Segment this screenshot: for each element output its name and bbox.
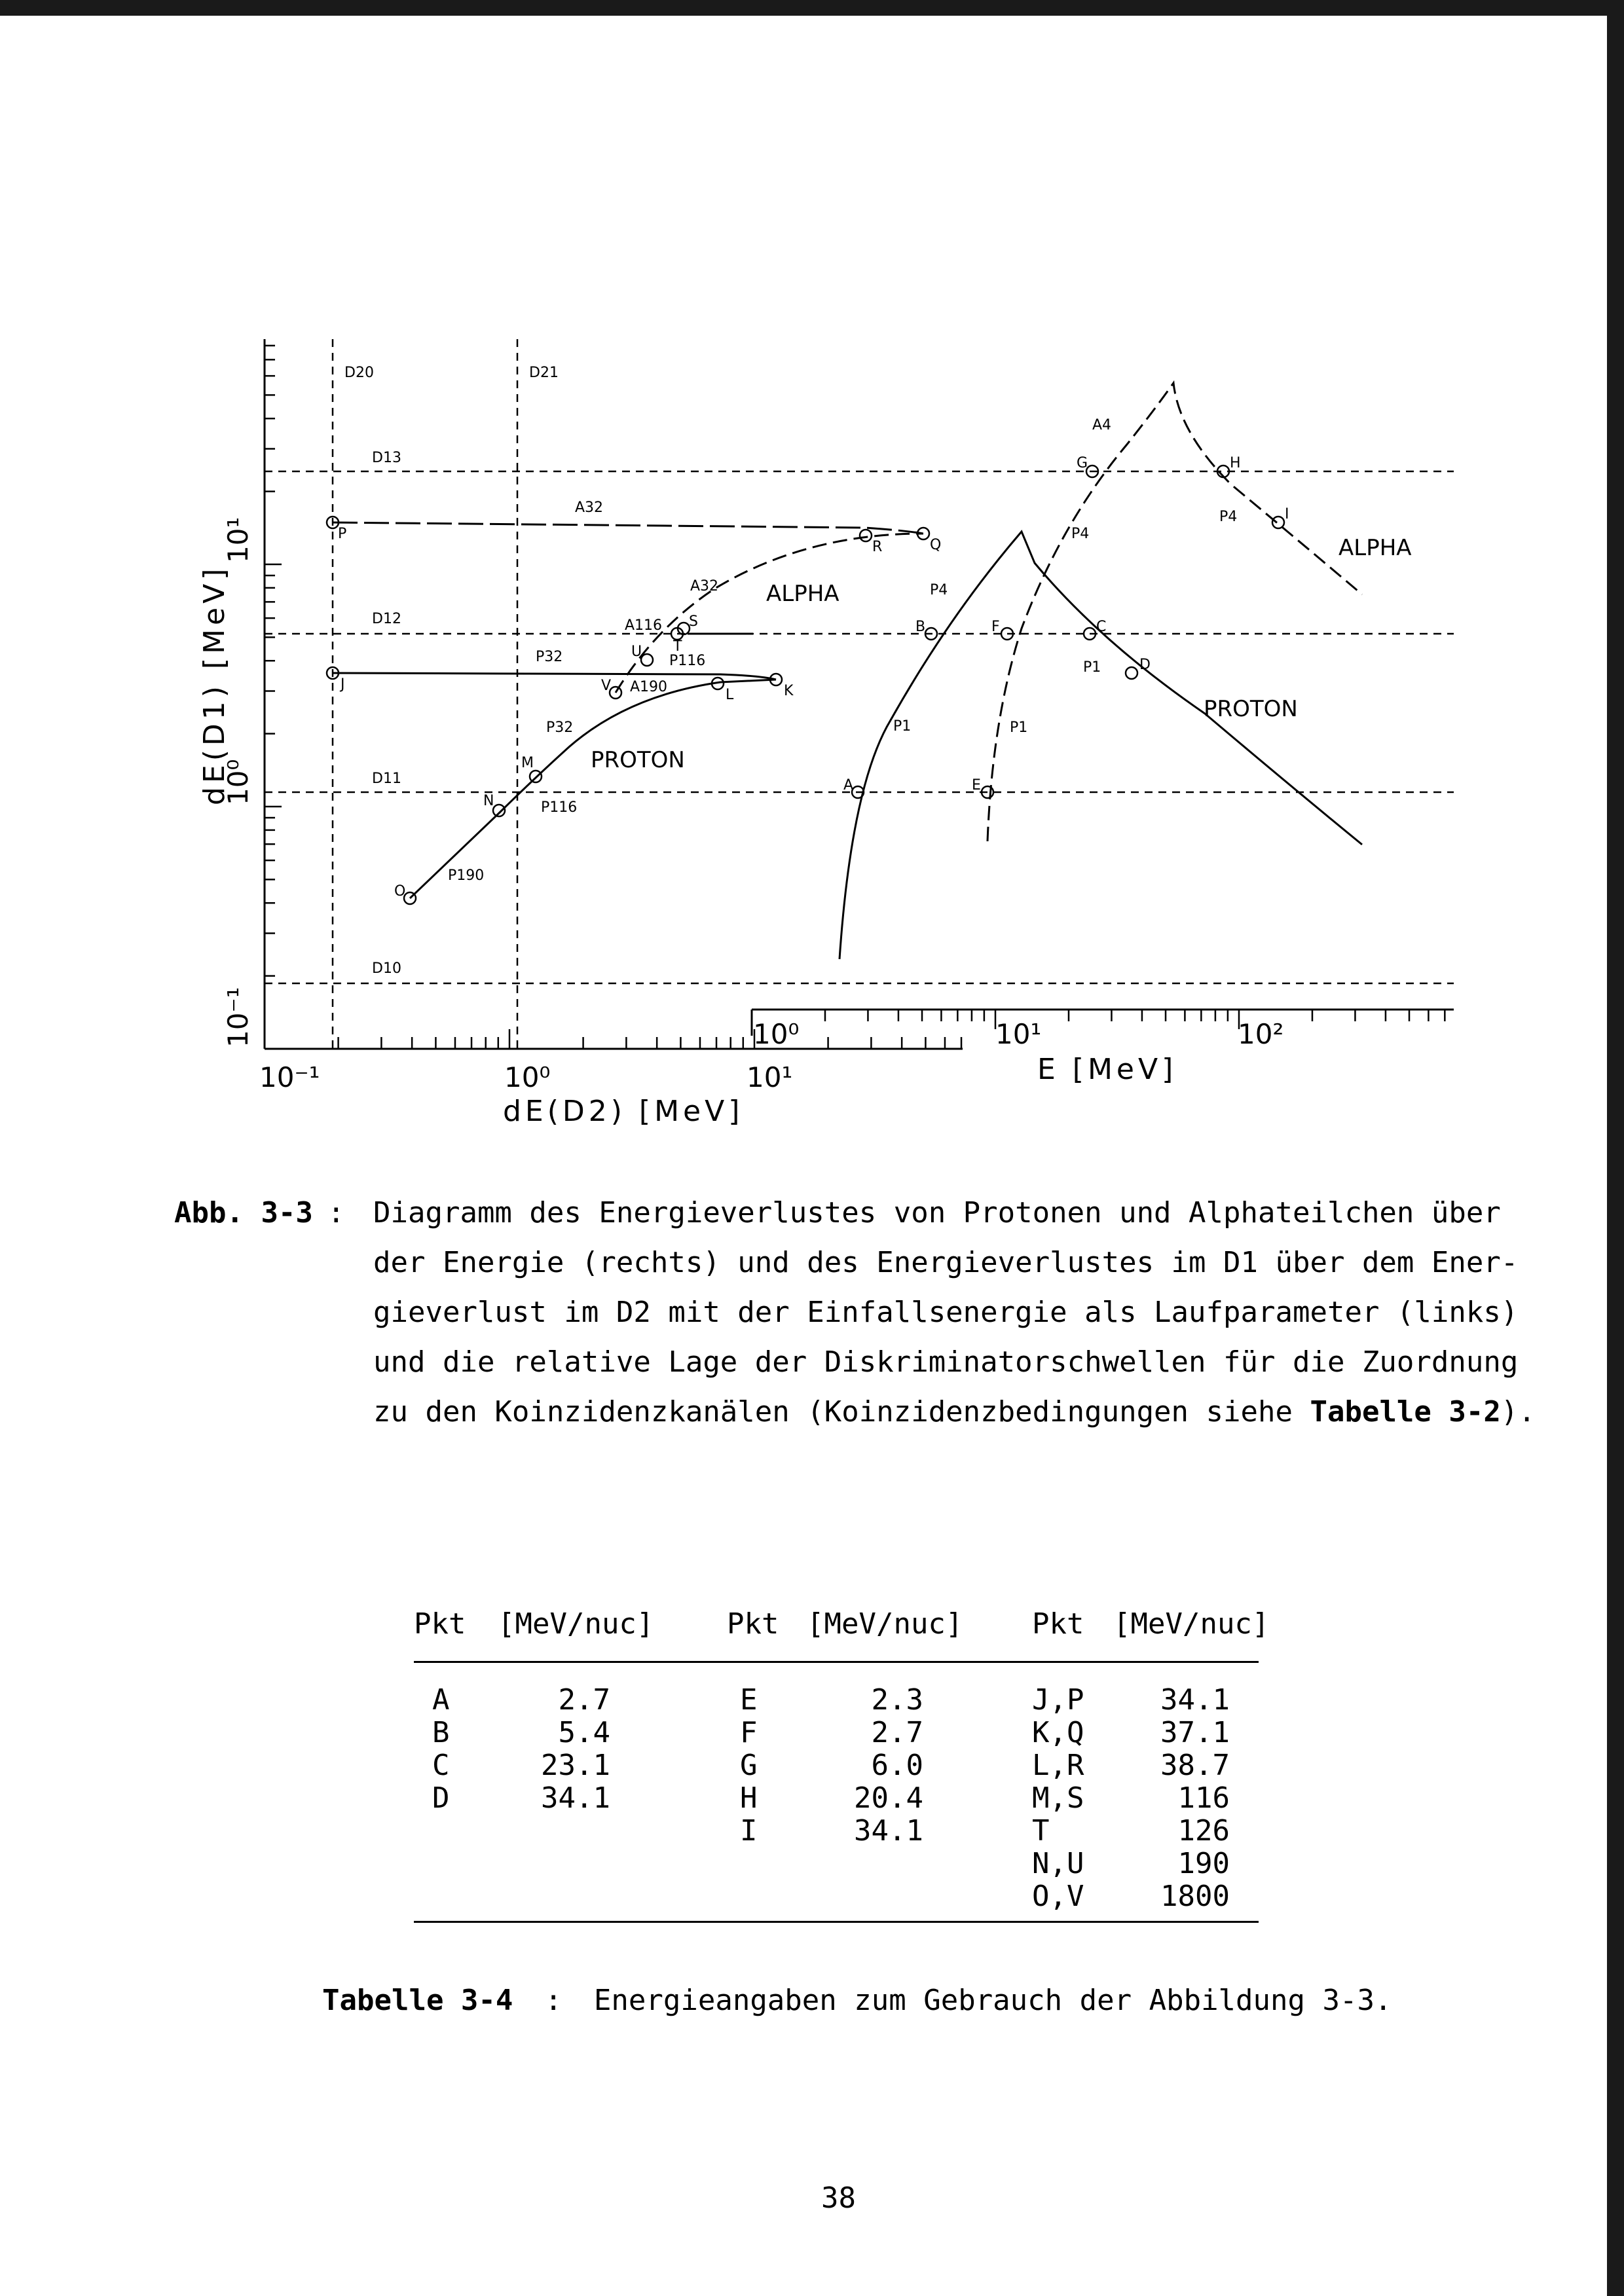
point-label: M (521, 755, 534, 771)
caption-line-prefix: zu den Koinzidenzkanälen (Koinzidenzbedingungen siehe (373, 1395, 1310, 1429)
caption-line-suffix: ). (1500, 1395, 1536, 1429)
table-caption-colon: : (544, 1984, 563, 2017)
table-header: Pkt (727, 1607, 779, 1641)
left-y-tick-1: 10⁰ (222, 759, 254, 805)
proton-o-l-curve (410, 680, 776, 898)
table-cell-value: 34.1 (1160, 1683, 1230, 1717)
figure-caption-colon: : (327, 1196, 345, 1230)
table-header: [MeV/nuc] (1113, 1607, 1270, 1641)
point-label: V (601, 678, 612, 694)
table-caption (322, 1984, 1392, 2017)
point-marker-d (1126, 667, 1137, 679)
table-cell-value: 2.7 (558, 1683, 610, 1717)
curve-label: P4 (1219, 509, 1238, 525)
point-label: B (915, 619, 926, 635)
threshold-label: D12 (372, 611, 401, 627)
curve-label: P1 (1010, 720, 1028, 736)
point-label: I (1285, 506, 1289, 522)
curve-label: P1 (1083, 659, 1101, 676)
curve-label: P116 (541, 799, 578, 816)
point-label: R (872, 539, 883, 555)
left-y-tick-0: 10⁻¹ (222, 987, 254, 1048)
point-label: F (991, 619, 1000, 635)
table-cell-point: G (740, 1749, 758, 1782)
table-cell-point: F (740, 1716, 758, 1749)
table-cell-value: 20.4 (854, 1781, 923, 1815)
table-cell-value: 34.1 (541, 1781, 610, 1815)
table-header: Pkt (414, 1607, 466, 1641)
table-cell-value: 38.7 (1160, 1749, 1230, 1782)
point-label: U (631, 644, 642, 660)
table-cell-point: H (740, 1781, 758, 1815)
curve-label: P1 (893, 718, 912, 735)
point-label: G (1077, 455, 1088, 471)
table-caption-text: Energieangaben zum Gebrauch der Abbildung 3-3. (593, 1984, 1392, 2017)
point-label: N (483, 793, 494, 809)
page-number: 38 (821, 2181, 856, 2215)
table-cell-value: 6.0 (871, 1749, 923, 1782)
table-cell-point: L,R (1032, 1749, 1084, 1782)
table-cell-point: K,Q (1032, 1716, 1084, 1749)
table-cell-point: J,P (1032, 1683, 1084, 1717)
left-y-tick-2: 10¹ (222, 517, 254, 563)
point-marker-r (860, 530, 872, 541)
right-x-tick-0: 10⁰ (753, 1018, 800, 1050)
table-cell-value: 2.7 (871, 1716, 923, 1749)
table-cell-point: B (432, 1716, 450, 1749)
point-label: C (1096, 619, 1107, 635)
caption-table-ref: Tabelle 3-2 (1310, 1395, 1501, 1429)
table-cell-value: 1800 (1160, 1880, 1230, 1913)
caption-line: der Energie (rechts) und des Energieverlustes im D1 über dem Ener- (373, 1246, 1519, 1279)
point-label: J (341, 676, 345, 693)
table-cell-point: O,V (1032, 1880, 1084, 1913)
x-axis-label-left: dE(D2) [MeV] (503, 1095, 744, 1128)
figure-caption-text (373, 1188, 1624, 1437)
table-cell-value: 37.1 (1160, 1716, 1230, 1749)
table-header: [MeV/nuc] (807, 1607, 963, 1641)
table-cell-point: E (740, 1683, 758, 1717)
table-cell-value: 34.1 (854, 1814, 923, 1848)
curve-label: A32 (575, 500, 604, 516)
curve-label: A32 (690, 578, 719, 594)
table-cell-point: D (432, 1781, 450, 1815)
curve-label: A116 (625, 617, 663, 634)
point-label: L (726, 687, 734, 703)
table-cell-value: 2.3 (871, 1683, 923, 1717)
table-cell-point: A (432, 1683, 450, 1717)
table-caption-label: Tabelle 3-4 (322, 1984, 513, 2017)
region-label: PROTON (1204, 696, 1298, 722)
alpha-p-q-curve (333, 522, 923, 534)
table-header: [MeV/nuc] (498, 1607, 654, 1641)
left-x-tick-1: 10⁰ (504, 1061, 551, 1093)
caption-line: Diagramm des Energieverlustes von Protonen und Alphateilchen über (373, 1196, 1501, 1230)
table-cell-point: M,S (1032, 1781, 1084, 1815)
point-marker-i (1272, 517, 1284, 528)
table-top-rule (414, 1661, 1259, 1663)
point-label: K (784, 683, 794, 699)
point-label: O (394, 883, 406, 900)
curve-label: P190 (448, 867, 485, 884)
x-axis-label-right: E [MeV] (1037, 1053, 1177, 1086)
threshold-label: D21 (529, 365, 559, 381)
curve-label: P32 (546, 720, 574, 736)
y-axis-label: dE(D1) [MeV] (198, 564, 231, 805)
table-cell-point: C (432, 1749, 450, 1782)
table-cell-point: N,U (1032, 1847, 1084, 1880)
table-bottom-rule (414, 1921, 1259, 1923)
left-x-tick-0: 10⁻¹ (259, 1061, 320, 1093)
point-label: P (338, 526, 347, 542)
table-cell-value: 190 (1177, 1847, 1230, 1880)
alpha-energy-loss-curve (987, 383, 1362, 841)
table-cell-value: 116 (1177, 1781, 1230, 1815)
threshold-label: D13 (372, 450, 401, 466)
point-label: H (1230, 455, 1241, 471)
region-label: ALPHA (766, 581, 840, 607)
table-cell-point: T (1032, 1814, 1050, 1848)
table-cell-value: 126 (1177, 1814, 1230, 1848)
curve-label: P116 (669, 653, 706, 669)
curve-label: P4 (930, 582, 948, 598)
curve-label: A190 (630, 679, 668, 695)
curve-label: P32 (536, 649, 563, 665)
curve-label: P4 (1071, 526, 1090, 542)
point-label: Q (930, 537, 942, 553)
alpha-v-q-curve (616, 534, 926, 693)
right-x-tick-1: 10¹ (995, 1018, 1042, 1050)
threshold-label: D11 (372, 771, 401, 787)
region-label: PROTON (591, 747, 685, 773)
table-cell-point: I (740, 1814, 758, 1848)
threshold-label: D10 (372, 960, 401, 977)
caption-line: und die relative Lage der Diskriminatorschwellen für die Zuordnung (373, 1345, 1519, 1379)
threshold-label: D20 (344, 365, 374, 381)
proton-j-k-curve (333, 673, 776, 680)
proton-energy-loss-curve (840, 532, 1362, 959)
table-cell-value: 5.4 (558, 1716, 610, 1749)
table-header: Pkt (1032, 1607, 1084, 1641)
point-label: S (689, 613, 698, 630)
figure-caption-label: Abb. 3-3 (174, 1196, 313, 1230)
point-marker-n (493, 805, 505, 816)
curve-label: A4 (1092, 417, 1112, 433)
point-label: D (1139, 657, 1151, 673)
point-label: T (673, 638, 682, 655)
caption-line: gieverlust im D2 mit der Einfallsenergie als Laufparameter (links) (373, 1296, 1519, 1329)
table-cell-value: 23.1 (541, 1749, 610, 1782)
point-label: E (972, 777, 981, 793)
point-marker-u (641, 654, 653, 666)
left-x-tick-2: 10¹ (747, 1061, 793, 1093)
point-label: A (843, 777, 854, 793)
region-label: ALPHA (1338, 535, 1412, 561)
caption-line (373, 1387, 1624, 1437)
right-x-tick-2: 10² (1238, 1018, 1284, 1050)
